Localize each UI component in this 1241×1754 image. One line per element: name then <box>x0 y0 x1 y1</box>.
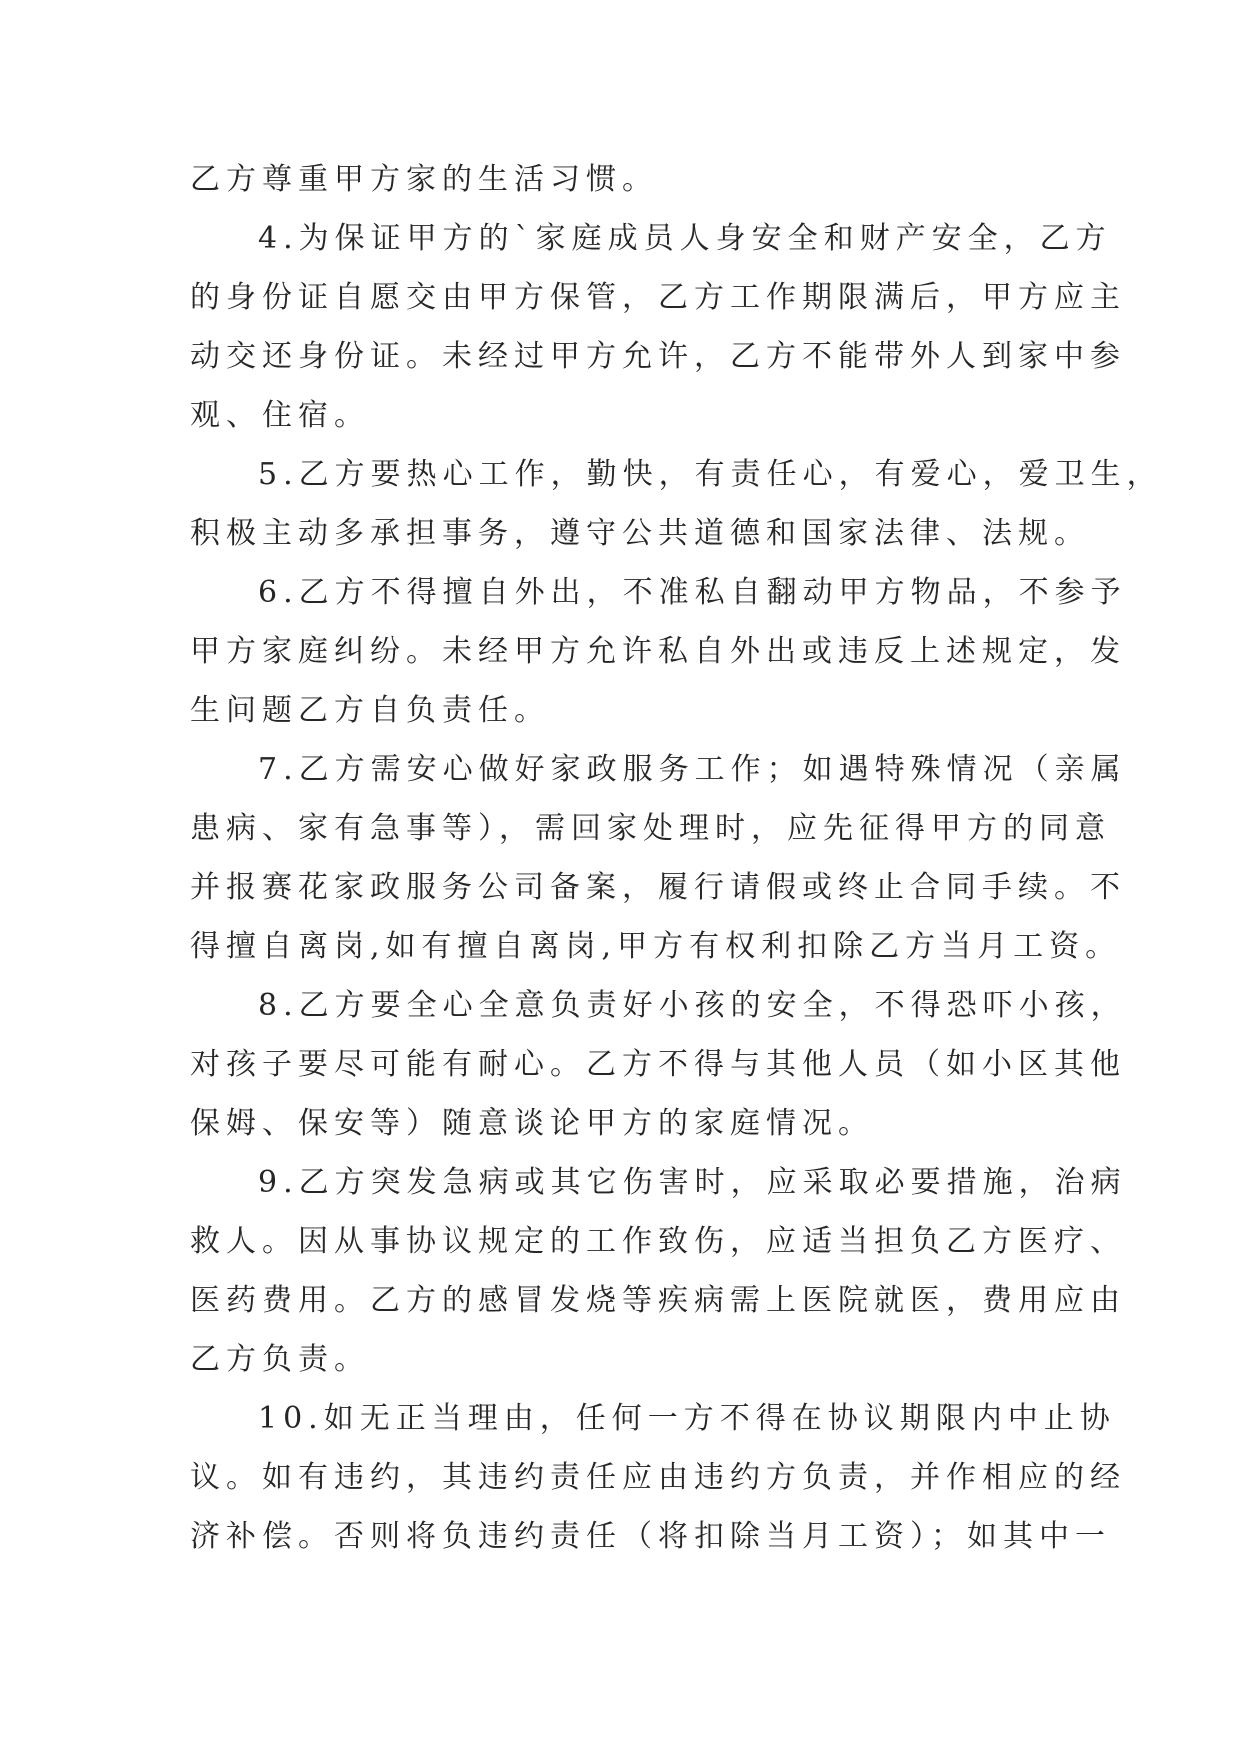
clause-5 <box>190 445 1163 563</box>
text-line: 7.乙方需安心做好家政服务工作；如遇特殊情况（亲属 <box>258 752 1127 787</box>
text-line: 5.乙方要热心工作，勤快，有责任心，有爱心，爱卫生， <box>258 457 1163 492</box>
text-line: 10.如无正当理由，任何一方不得在协议期限内中止协 <box>258 1401 1116 1436</box>
paragraph-intro-continuation <box>190 150 1050 209</box>
clause-7 <box>190 740 1127 976</box>
text-line: 动交还身份证。未经过甲方允许，乙方不能带外人到家中参 <box>190 339 1126 374</box>
text-line: 的身份证自愿交由甲方保管，乙方工作期限满后，甲方应主 <box>190 280 1126 315</box>
text-line: 患病、家有急事等），需回家处理时，应先征得甲方的同意 <box>190 811 1111 846</box>
text-line: 乙方负责。 <box>190 1342 370 1377</box>
clause-6 <box>190 563 1127 740</box>
text-line: 4.为保证甲方的`家庭成员人身安全和财产安全，乙方 <box>258 221 1112 256</box>
text-line: 得擅自离岗,如有擅自离岗,甲方有权利扣除乙方当月工资。 <box>190 929 1122 964</box>
clause-9 <box>190 1153 1127 1389</box>
text-line: 积极主动多承担事务，遵守公共道德和国家法律、法规。 <box>190 516 1090 551</box>
text-line: 对孩子要尽可能有耐心。乙方不得与其他人员（如小区其他 <box>190 1047 1126 1082</box>
text-line: 6.乙方不得擅自外出，不准私自翻动甲方物品，不参予 <box>258 575 1127 610</box>
document-body <box>190 150 1163 1566</box>
text-line: 9.乙方突发急病或其它伤害时，应采取必要措施，治病 <box>258 1165 1127 1200</box>
text-line: 观、住宿。 <box>190 398 370 433</box>
text-line: 8.乙方要全心全意负责好小孩的安全，不得恐吓小孩， <box>258 988 1127 1023</box>
text-line: 议。如有违约，其违约责任应由违约方负责，并作相应的经 <box>190 1460 1126 1495</box>
text-line: 并报赛花家政服务公司备案，履行请假或终止合同手续。不 <box>190 870 1126 905</box>
text-line: 甲方家庭纠纷。未经甲方允许私自外出或违反上述规定，发 <box>190 634 1126 669</box>
clause-4 <box>190 209 1126 445</box>
clause-10 <box>190 1389 1126 1566</box>
text-line: 医药费用。乙方的感冒发烧等疾病需上医院就医，费用应由 <box>190 1283 1126 1318</box>
clause-8 <box>190 976 1127 1153</box>
text-line: 济补偿。否则将负违约责任（将扣除当月工资）；如其中一 <box>190 1519 1111 1554</box>
text-line: 乙方尊重甲方家的生活习惯。 <box>190 162 658 197</box>
text-line: 生问题乙方自负责任。 <box>190 693 550 728</box>
text-line: 保姆、保安等）随意谈论甲方的家庭情况。 <box>190 1106 874 1141</box>
text-line: 救人。因从事协议规定的工作致伤，应适当担负乙方医疗、 <box>190 1224 1126 1259</box>
